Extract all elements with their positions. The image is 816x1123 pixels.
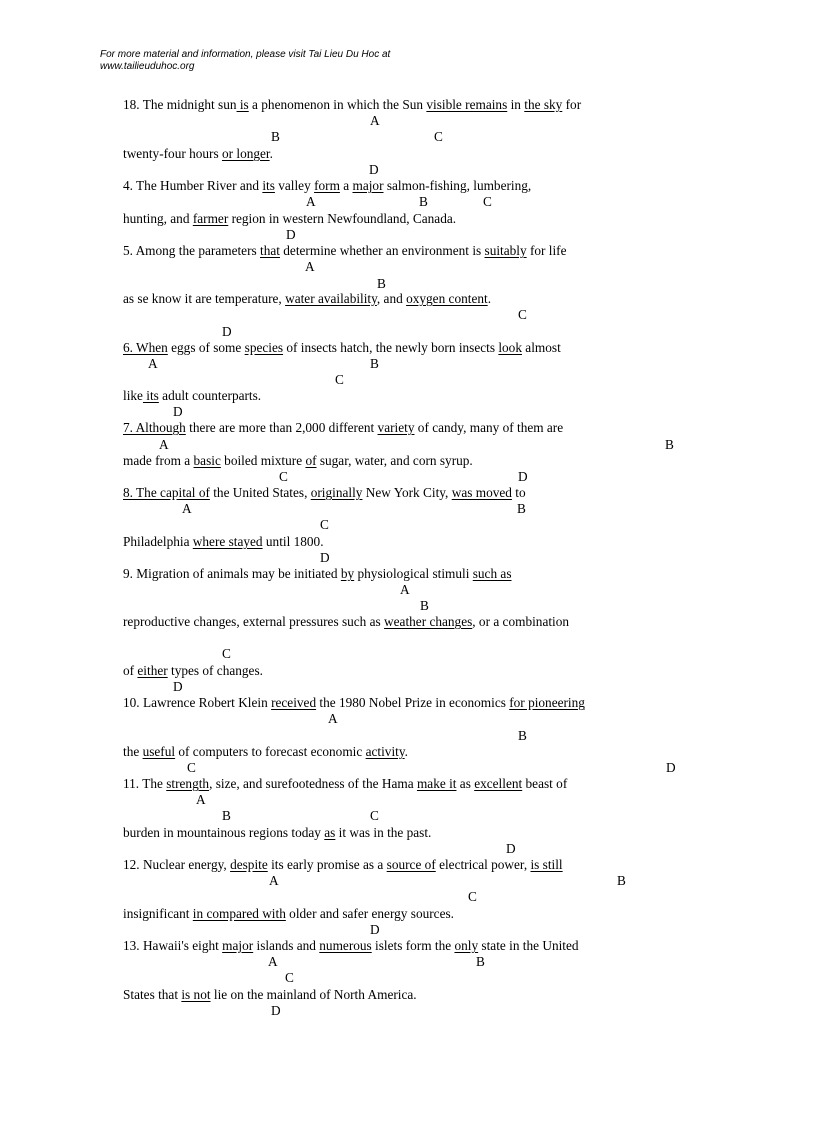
question-line	[123, 211, 456, 227]
question-text: until 1800.	[262, 534, 324, 549]
question-text: insignificant	[123, 906, 193, 921]
underlined-option-text: as	[324, 825, 336, 840]
underlined-option-text: strength	[166, 776, 210, 791]
answer-letter: B	[419, 194, 428, 209]
answer-letter: B	[271, 129, 280, 144]
question-text: like	[123, 388, 143, 403]
answer-letter: B	[517, 501, 526, 516]
answer-letter: B	[370, 356, 379, 371]
question-text: reproductive changes, external pressures such as	[123, 614, 385, 629]
answer-letter: D	[369, 162, 379, 177]
answer-letter: B	[222, 808, 231, 823]
question-text: determine whether an environment is	[279, 243, 485, 258]
underlined-option-text: that	[260, 243, 280, 258]
underlined-option-text: major	[222, 938, 254, 953]
underlined-option-text: its	[142, 388, 159, 403]
answer-letter: B	[665, 437, 674, 452]
answer-letter: D	[518, 469, 528, 484]
question-text: valley	[274, 178, 315, 193]
question-text: beast of	[522, 776, 568, 791]
underlined-option-text: such as	[472, 566, 512, 581]
question-text: of	[123, 663, 138, 678]
question-line	[123, 663, 263, 679]
question-text: there are more than 2,000 different	[185, 420, 378, 435]
underlined-option-text: form	[314, 178, 340, 193]
answer-letter: A	[159, 437, 169, 452]
underlined-option-text: for pioneering	[509, 695, 585, 710]
question-line	[123, 566, 512, 582]
underlined-option-text: source of	[386, 857, 436, 872]
question-text: .	[269, 146, 273, 161]
question-text: as	[456, 776, 475, 791]
underlined-option-text: visible remains	[426, 97, 508, 112]
question-text: 11. The	[123, 776, 167, 791]
question-text: burden in mountainous regions today	[123, 825, 325, 840]
question-line	[123, 825, 431, 841]
question-text: , and	[376, 291, 407, 306]
question-text: of computers to forecast economic	[175, 744, 366, 759]
underlined-option-text: 7. Although	[123, 420, 186, 435]
question-line	[123, 938, 579, 954]
question-line	[123, 291, 491, 307]
question-text: region in western Newfoundland, Canada.	[228, 211, 457, 226]
question-line	[123, 776, 567, 792]
underlined-option-text: where stayed	[192, 534, 263, 549]
question-line	[123, 614, 569, 630]
question-line	[123, 178, 531, 194]
underlined-option-text: was moved	[451, 485, 512, 500]
answer-letter: C	[518, 307, 527, 322]
answer-letter: A	[306, 194, 316, 209]
question-line	[123, 906, 454, 922]
underlined-option-text: water availability	[285, 291, 377, 306]
question-text: adult counterparts.	[158, 388, 262, 403]
question-line	[123, 485, 526, 501]
question-text: salmon-fishing, lumbering,	[383, 178, 532, 193]
underlined-option-text: in compared with	[192, 906, 286, 921]
answer-letter: C	[320, 517, 329, 532]
answer-letter: A	[148, 356, 158, 371]
answer-letter: D	[173, 404, 183, 419]
question-text: for	[562, 97, 582, 112]
answer-letter: B	[476, 954, 485, 969]
underlined-option-text: suitably	[484, 243, 527, 258]
underlined-option-text: activity	[365, 744, 405, 759]
answer-letter: D	[506, 841, 516, 856]
question-text: a phenomenon in which the Sun	[248, 97, 427, 112]
underlined-option-text: either	[137, 663, 168, 678]
underlined-option-text: by	[340, 566, 355, 581]
question-line	[123, 695, 585, 711]
underlined-option-text: is still	[530, 857, 563, 872]
question-text: a	[339, 178, 353, 193]
question-line	[123, 987, 417, 1003]
question-text: lie on the mainland of North America.	[210, 987, 417, 1002]
question-text: boiled mixture	[220, 453, 306, 468]
question-text: in	[507, 97, 525, 112]
question-text: it was in the past.	[335, 825, 432, 840]
question-text: islets form the	[371, 938, 455, 953]
underlined-option-text: look	[498, 340, 522, 355]
answer-letter: A	[328, 711, 338, 726]
underlined-option-text: originally	[310, 485, 363, 500]
underlined-option-text: excellent	[474, 776, 523, 791]
answer-letter: C	[187, 760, 196, 775]
question-text: .	[487, 291, 492, 306]
underlined-option-text: 8. The capital of	[123, 485, 210, 500]
answer-letter: D	[222, 324, 232, 339]
question-text: Philadelphia	[123, 534, 193, 549]
underlined-option-text: variety	[377, 420, 415, 435]
question-text: electrical power,	[435, 857, 531, 872]
question-text: islands and	[253, 938, 320, 953]
underlined-option-text: 6. When	[123, 340, 168, 355]
question-text: New York City,	[362, 485, 452, 500]
answer-letter: C	[483, 194, 492, 209]
underlined-option-text: species	[244, 340, 284, 355]
question-text: 4. The Humber River and	[123, 178, 263, 193]
underlined-option-text: of	[305, 453, 317, 468]
question-text: its early promise as a	[267, 857, 387, 872]
answer-letter: A	[269, 873, 279, 888]
underlined-option-text: make it	[416, 776, 457, 791]
question-line	[123, 857, 563, 873]
answer-letter: D	[173, 679, 183, 694]
underlined-option-text: basic	[193, 453, 221, 468]
answer-letter: C	[285, 970, 294, 985]
answer-letter: B	[420, 598, 429, 613]
question-line	[123, 388, 261, 404]
underlined-option-text: oxygen content	[406, 291, 488, 306]
question-text: to	[511, 485, 526, 500]
question-text: 9. Migration of animals may be initiated	[123, 566, 341, 581]
question-text: 13. Hawaii's eight	[123, 938, 223, 953]
answer-letter: A	[268, 954, 278, 969]
answer-letter: D	[286, 227, 296, 242]
answer-letter: D	[271, 1003, 281, 1018]
question-line	[123, 243, 567, 259]
question-text: older and safer energy sources.	[285, 906, 454, 921]
underlined-option-text: useful	[142, 744, 176, 759]
underlined-option-text: weather changes	[384, 614, 473, 629]
question-text: hunting, and	[123, 211, 193, 226]
answer-letter: C	[434, 129, 443, 144]
question-text: 12. Nuclear energy,	[123, 857, 231, 872]
question-line	[123, 146, 273, 162]
question-text: sugar, water, and corn syrup.	[316, 453, 473, 468]
underlined-option-text: numerous	[319, 938, 372, 953]
header-line-1: For more material and information, please visit Tai Lieu Du Hoc at	[100, 49, 391, 60]
page-header	[100, 49, 500, 73]
question-text: physiological stimuli	[354, 566, 473, 581]
question-line	[123, 534, 324, 550]
answer-letter: A	[196, 792, 206, 807]
underlined-option-text: farmer	[192, 211, 229, 226]
question-text: the	[123, 744, 143, 759]
question-line	[123, 453, 473, 469]
underlined-option-text: only	[454, 938, 479, 953]
underlined-option-text: or longer	[221, 146, 270, 161]
answer-letter: A	[182, 501, 192, 516]
answer-letter: C	[222, 646, 231, 661]
answer-letter: A	[370, 113, 380, 128]
question-text: for life	[526, 243, 567, 258]
question-text: eggs of some	[167, 340, 245, 355]
answer-letter: B	[617, 873, 626, 888]
answer-letter: C	[279, 469, 288, 484]
answer-letter: B	[518, 728, 527, 743]
question-text: 5. Among the parameters	[123, 243, 260, 258]
answer-letter: A	[400, 582, 410, 597]
question-text: , size, and surefootedness of the Hama	[209, 776, 417, 791]
question-text: as se know it are temperature,	[123, 291, 286, 306]
question-text: the 1980 Nobel Prize in economics	[316, 695, 510, 710]
question-line	[123, 340, 561, 356]
question-text: , or a combination	[472, 614, 570, 629]
answer-letter: D	[666, 760, 676, 775]
header-line-2: www.tailieuduhoc.org	[100, 61, 195, 72]
answer-letter: A	[305, 259, 315, 274]
question-text: made from a	[123, 453, 194, 468]
question-text: .	[404, 744, 408, 759]
underlined-option-text: major	[352, 178, 384, 193]
question-text: almost	[521, 340, 561, 355]
underlined-option-text: its	[262, 178, 275, 193]
underlined-option-text: despite	[230, 857, 268, 872]
answer-letter: C	[468, 889, 477, 904]
answer-letter: D	[320, 550, 330, 565]
question-text: the United States,	[209, 485, 311, 500]
answer-letter: C	[335, 372, 344, 387]
question-text: state in the United	[478, 938, 579, 953]
underlined-option-text: is not	[181, 987, 211, 1002]
underlined-option-text: the sky	[524, 97, 563, 112]
question-line	[123, 97, 581, 113]
question-line	[123, 420, 563, 436]
question-text: twenty-four hours	[123, 146, 222, 161]
question-text: of candy, many of them are	[414, 420, 564, 435]
underlined-option-text: is	[236, 97, 249, 112]
answer-letter: D	[370, 922, 380, 937]
underlined-option-text: received	[271, 695, 317, 710]
answer-letter: B	[377, 276, 386, 291]
question-line	[123, 744, 408, 760]
question-text: 10. Lawrence Robert Klein	[123, 695, 272, 710]
question-text: of insects hatch, the newly born insects	[283, 340, 499, 355]
question-text: types of changes.	[167, 663, 263, 678]
question-text: 18. The midnight sun	[123, 97, 237, 112]
question-text: States that	[123, 987, 182, 1002]
answer-letter: C	[370, 808, 379, 823]
